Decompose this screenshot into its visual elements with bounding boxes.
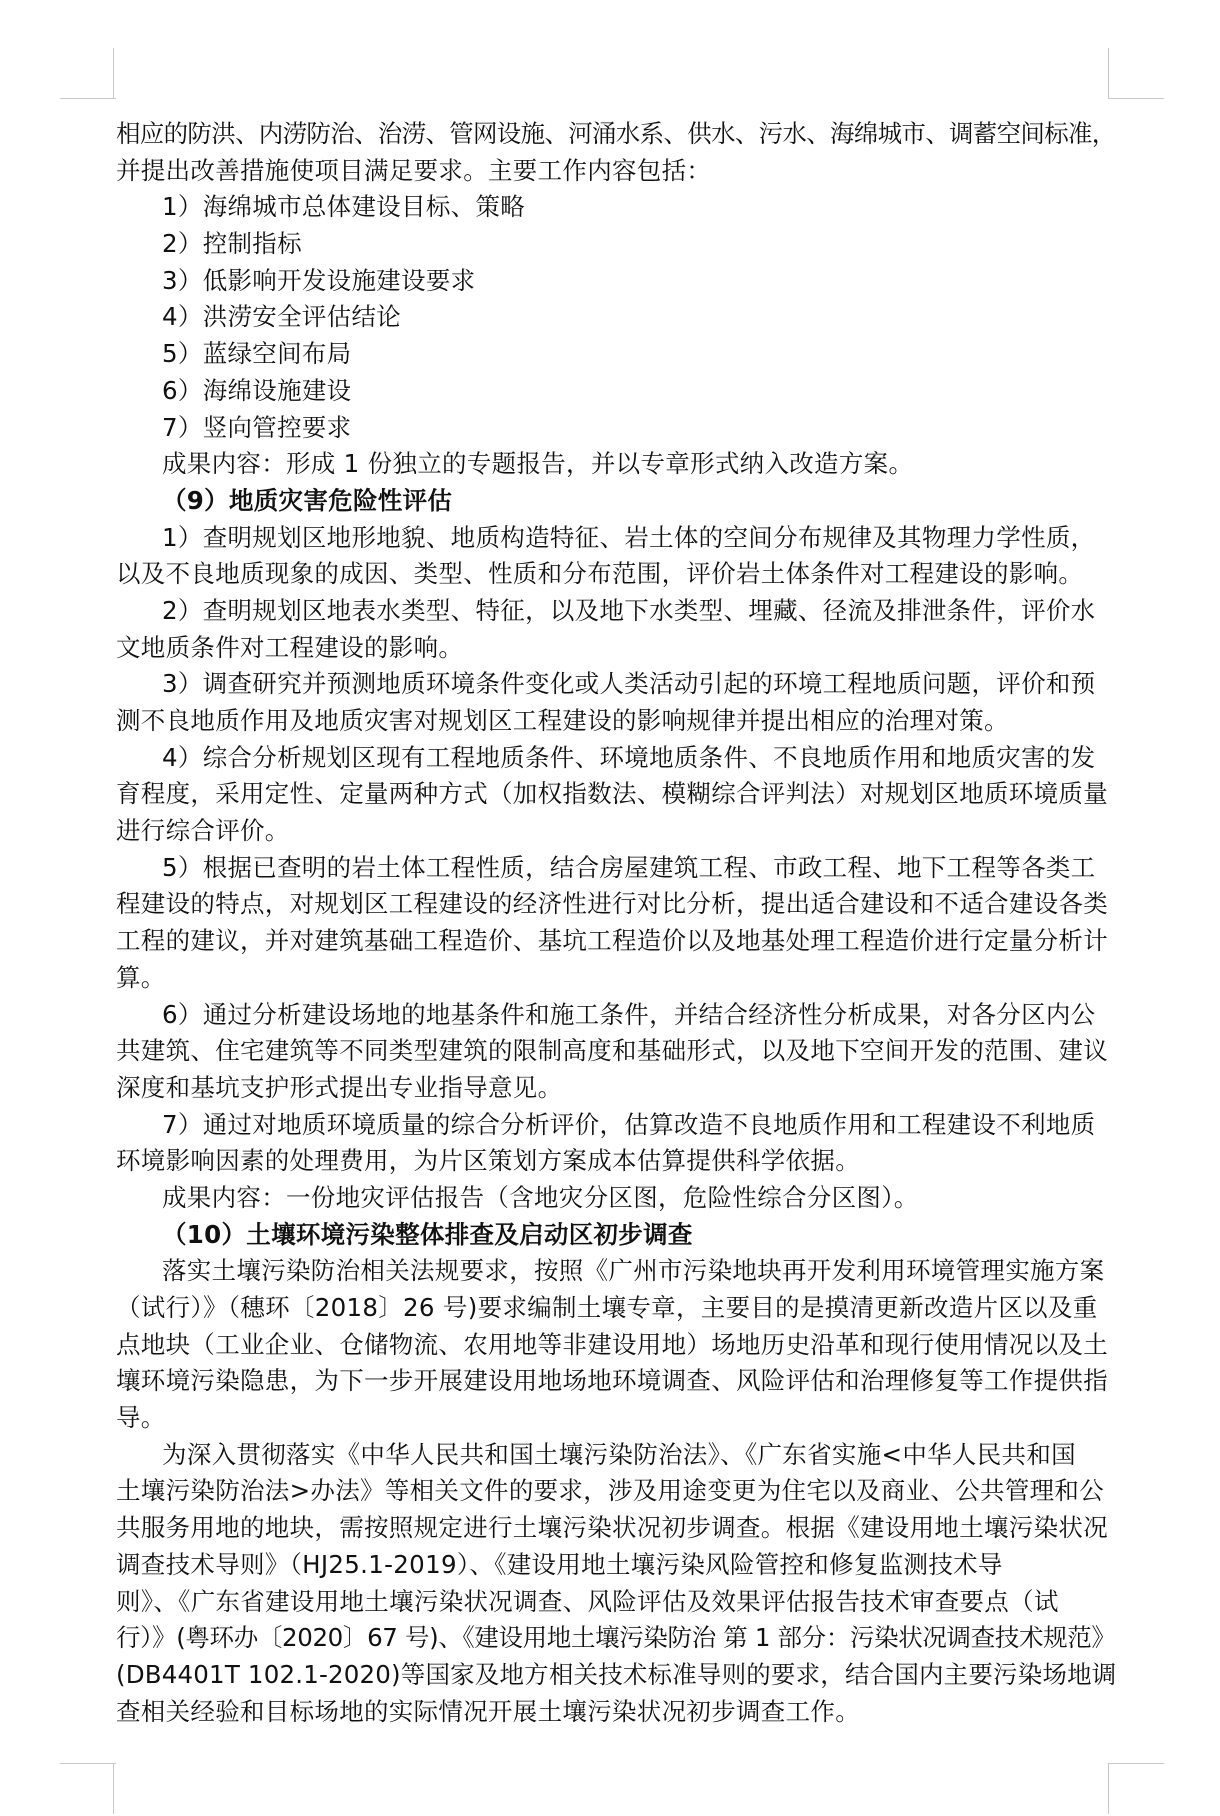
text-line: 5）蓝绿空间布局 (162, 339, 352, 369)
text-line: 环境影响因素的处理费用，为片区策划方案成本估算提供科学依据。 (116, 1146, 860, 1176)
text-line: 查相关经验和目标场地的实际情况开展土壤污染状况初步调查工作。 (116, 1696, 860, 1726)
section-heading: （10）土壤环境污染整体排查及启动区初步调查 (162, 1219, 693, 1249)
text-line: 导。 (116, 1403, 166, 1433)
text-line: 为深入贯彻落实《中华人民共和国土壤污染防治法》、《广东省实施<中华人民共和国 (162, 1439, 1076, 1469)
text-line: 4）洪涝安全评估结论 (162, 302, 402, 332)
crop-mark-bottom-right-v (1108, 1764, 1109, 1814)
text-line: （试行）》（穗环〔2018〕26 号)要求编制土壤专章，主要目的是摸清更新改造片区以及重 (116, 1293, 1098, 1322)
crop-mark-bottom-left-v (113, 1764, 114, 1814)
text-line: 行）》(粤环办〔2020〕67 号)、《建设用地土壤污染防治 第 1 部分：污染状况调查技术规范》 (116, 1623, 1116, 1653)
text-line: 进行综合评价。 (116, 816, 290, 846)
crop-mark-bottom-left-h (60, 1763, 116, 1764)
text-line: 育程度，采用定性、定量两种方式（加权指数法、模糊综合评判法）对规划区地质环境质量 (116, 779, 1108, 809)
crop-mark-top-left-v (113, 48, 114, 98)
text-line: 则》、《广东省建设用地土壤污染状况调查、风险评估及效果评估报告技术审查要点（试 (116, 1586, 1059, 1616)
text-line: 土壤污染防治法>办法》等相关文件的要求，涉及用途变更为住宅以及商业、公共管理和公 (116, 1476, 1105, 1506)
text-line: 点地块（工业企业、仓储物流、农用地等非建设用地）场地历史沿革和现行使用情况以及土 (116, 1329, 1108, 1359)
text-line: 共建筑、住宅建筑等不同类型建筑的限制高度和基础形式，以及地下空间开发的范围、建议 (116, 1036, 1108, 1066)
text-line: 5）根据已查明的岩土体工程性质，结合房屋建筑工程、市政工程、地下工程等各类工 (162, 852, 1096, 882)
text-line: 文地质条件对工程建设的影响。 (116, 632, 464, 662)
text-line: 算。 (116, 962, 166, 992)
document-body (116, 116, 1116, 1730)
text-line: 测不良地质作用及地质灾害对规划区工程建设的影响规律并提出相应的治理对策。 (116, 706, 1009, 735)
section-heading: （9）地质灾害危险性评估 (162, 485, 453, 515)
crop-mark-top-left-h (60, 98, 116, 99)
text-line: 共服务用地的地块，需按照规定进行土壤污染状况初步调查。根据《建设用地土壤污染状况 (116, 1513, 1108, 1543)
text-line: 3）调查研究并预测地质环境条件变化或人类活动引起的环境工程地质问题，评价和预 (162, 669, 1096, 699)
text-line: 调查技术导则》（HJ25.1-2019）、《建设用地土壤污染风险管控和修复监测技术导 (116, 1549, 1003, 1579)
text-line: 6）海绵设施建设 (162, 375, 352, 405)
text-line: 成果内容：形成 1 份独立的专题报告，并以专章形式纳入改造方案。 (162, 449, 914, 479)
text-line: 相应的防洪、内涝防治、治涝、管网设施、河涌水系、供水、污水、海绵城市、调蓄空间标准， (116, 119, 1116, 148)
text-line: 2）控制指标 (162, 229, 302, 259)
text-line: (DB4401T 102.1-2020)等国家及地方相关技术标准导则的要求，结合国内主要污染场地调 (116, 1659, 1117, 1689)
text-line: 壤环境污染隐患，为下一步开展建设用地场地环境调查、风险评估和治理修复等工作提供指 (116, 1366, 1108, 1396)
text-line: 程建设的特点，对规划区工程建设的经济性进行对比分析，提出适合建设和不适合建设各类 (116, 889, 1108, 919)
text-line: 深度和基坑支护形式提出专业指导意见。 (116, 1072, 563, 1102)
crop-mark-top-right-h (1108, 98, 1164, 99)
crop-mark-top-right-v (1108, 48, 1109, 98)
text-line: 7）竖向管控要求 (162, 412, 352, 442)
text-line: 3）低影响开发设施建设要求 (162, 265, 476, 295)
text-line: 落实土壤污染防治相关法规要求，按照《广州市污染地块再开发利用环境管理实施方案 (162, 1256, 1105, 1286)
crop-mark-bottom-right-h (1108, 1763, 1164, 1764)
text-line: 成果内容：一份地灾评估报告（含地灾分区图，危险性综合分区图）。 (162, 1182, 919, 1212)
text-line: 以及不良地质现象的成因、类型、性质和分布范围，评价岩土体条件对工程建设的影响。 (116, 559, 1084, 589)
text-line: 并提出改善措施使项目满足要求。主要工作内容包括： (116, 155, 712, 185)
text-line: 2）查明规划区地表水类型、特征，以及地下水类型、埋藏、径流及排泄条件，评价水 (162, 595, 1096, 625)
text-line: 1）海绵城市总体建设目标、策略 (162, 192, 526, 222)
text-line: 4）综合分析规划区现有工程地质条件、环境地质条件、不良地质作用和地质灾害的发 (162, 742, 1096, 772)
text-line: 7）通过对地质环境质量的综合分析评价，估算改造不良地质作用和工程建设不利地质 (162, 1109, 1096, 1139)
text-line: 工程的建议，并对建筑基础工程造价、基坑工程造价以及地基处理工程造价进行定量分析计 (116, 926, 1108, 956)
text-line: 6）通过分析建设场地的地基条件和施工条件，并结合经济性分析成果，对各分区内公 (162, 999, 1096, 1029)
text-line: 1）查明规划区地形地貌、地质构造特征、岩土体的空间分布规律及其物理力学性质， (162, 522, 1096, 552)
